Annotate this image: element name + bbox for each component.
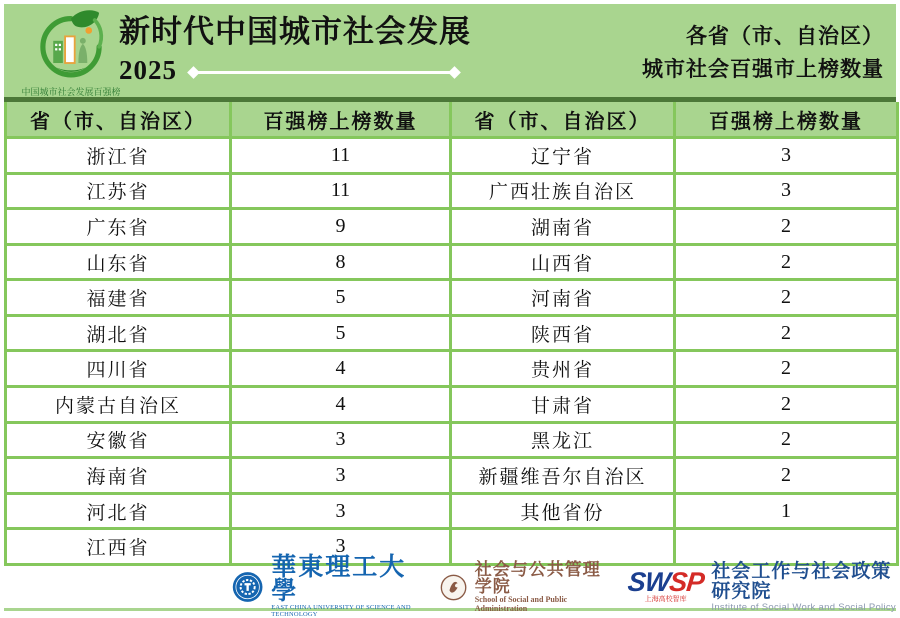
province-cell: 山西省 xyxy=(451,244,675,280)
province-cell: 江苏省 xyxy=(6,173,231,209)
province-cell: 广西壮族自治区 xyxy=(451,173,675,209)
province-cell: 内蒙古自治区 xyxy=(6,387,231,423)
count-cell: 3 xyxy=(675,138,898,174)
title-block xyxy=(119,12,471,86)
institute-name-cn: 社会工作与社会政策研究院 xyxy=(711,560,892,602)
subtitle-line1: 各省（市、自治区） xyxy=(686,24,884,48)
ranking-table xyxy=(4,102,899,566)
swsp-subtext: 上海高校智库 xyxy=(644,596,687,603)
count-cell: 11 xyxy=(231,138,451,174)
year-label: 2025 xyxy=(119,55,177,85)
count-cell: 2 xyxy=(675,315,898,351)
table-row xyxy=(6,173,898,209)
table-row xyxy=(6,387,898,423)
table-header-cell: 百强榜上榜数量 xyxy=(231,102,451,138)
count-cell xyxy=(675,529,898,565)
page-title: 新时代中国城市社会发展 xyxy=(119,14,471,49)
header-subtitle xyxy=(642,20,884,86)
count-cell: 5 xyxy=(231,280,451,316)
count-cell: 2 xyxy=(675,351,898,387)
province-cell: 黑龙江 xyxy=(451,422,675,458)
count-cell: 1 xyxy=(675,493,898,529)
leaf-city-emblem-icon xyxy=(34,8,108,84)
institute-name-en: Institute of Social Work and Social Policy xyxy=(711,601,896,613)
swsp-logo xyxy=(626,567,705,604)
table-header-row xyxy=(6,102,898,138)
ecust-name-en: EAST CHINA UNIVERSITY OF SCIENCE AND TECHNOLOGY xyxy=(271,604,411,618)
infographic-panel xyxy=(4,4,896,618)
ecust-block xyxy=(232,556,426,618)
swsp-sp-text: SP xyxy=(667,567,705,597)
count-cell: 2 xyxy=(675,422,898,458)
count-cell: 2 xyxy=(675,244,898,280)
table-row xyxy=(6,529,898,565)
institute-block xyxy=(628,562,896,613)
count-cell: 9 xyxy=(231,209,451,245)
table-row xyxy=(6,209,898,245)
province-cell: 安徽省 xyxy=(6,422,231,458)
school-name-cn: 社会与公共管理学院 xyxy=(474,560,601,596)
province-cell: 湖北省 xyxy=(6,315,231,351)
table-row xyxy=(6,422,898,458)
count-cell: 4 xyxy=(231,387,451,423)
table-row xyxy=(6,458,898,494)
province-cell: 江西省 xyxy=(6,529,231,565)
table-row xyxy=(6,244,898,280)
province-cell: 甘肃省 xyxy=(451,387,675,423)
diamond-line-decoration xyxy=(193,71,455,74)
count-cell: 2 xyxy=(675,458,898,494)
table-row xyxy=(6,351,898,387)
province-cell: 河北省 xyxy=(6,493,231,529)
school-name-en: School of Social and Public Administration xyxy=(474,595,568,613)
province-cell: 福建省 xyxy=(6,280,231,316)
province-cell: 新疆维吾尔自治区 xyxy=(451,458,675,494)
table-row xyxy=(6,280,898,316)
table-header-cell: 百强榜上榜数量 xyxy=(675,102,898,138)
province-cell: 湖南省 xyxy=(451,209,675,245)
count-cell: 2 xyxy=(675,280,898,316)
province-cell: 贵州省 xyxy=(451,351,675,387)
province-cell: 陕西省 xyxy=(451,315,675,351)
footer xyxy=(4,554,896,618)
province-cell: 其他省份 xyxy=(451,493,675,529)
subtitle-line2: 城市社会百强市上榜数量 xyxy=(642,57,884,81)
count-cell: 3 xyxy=(231,493,451,529)
swsp-sw-text: SW xyxy=(626,567,671,597)
table-header-cell: 省（市、自治区） xyxy=(451,102,675,138)
province-cell: 河南省 xyxy=(451,280,675,316)
count-cell: 11 xyxy=(231,173,451,209)
ecust-logo-icon xyxy=(232,568,263,606)
top100-logo xyxy=(16,8,126,97)
province-cell: 海南省 xyxy=(6,458,231,494)
count-cell: 8 xyxy=(231,244,451,280)
province-cell: 四川省 xyxy=(6,351,231,387)
count-cell: 4 xyxy=(231,351,451,387)
count-cell: 3 xyxy=(231,458,451,494)
table-row xyxy=(6,493,898,529)
school-seal-icon xyxy=(440,571,467,604)
count-cell: 2 xyxy=(675,387,898,423)
count-cell: 5 xyxy=(231,315,451,351)
ecust-name-cn: 華東理工大學 xyxy=(271,554,407,605)
school-block xyxy=(440,561,608,613)
count-cell: 3 xyxy=(675,173,898,209)
header xyxy=(4,4,896,97)
count-cell: 3 xyxy=(231,422,451,458)
table-row xyxy=(6,138,898,174)
table-row xyxy=(6,315,898,351)
logo-caption: 中国城市社会发展百强榜 xyxy=(21,87,121,97)
province-cell: 浙江省 xyxy=(6,138,231,174)
province-cell: 山东省 xyxy=(6,244,231,280)
table-header-cell: 省（市、自治区） xyxy=(6,102,231,138)
province-cell: 辽宁省 xyxy=(451,138,675,174)
count-cell: 3 xyxy=(231,529,451,565)
province-cell: 广东省 xyxy=(6,209,231,245)
count-cell: 2 xyxy=(675,209,898,245)
